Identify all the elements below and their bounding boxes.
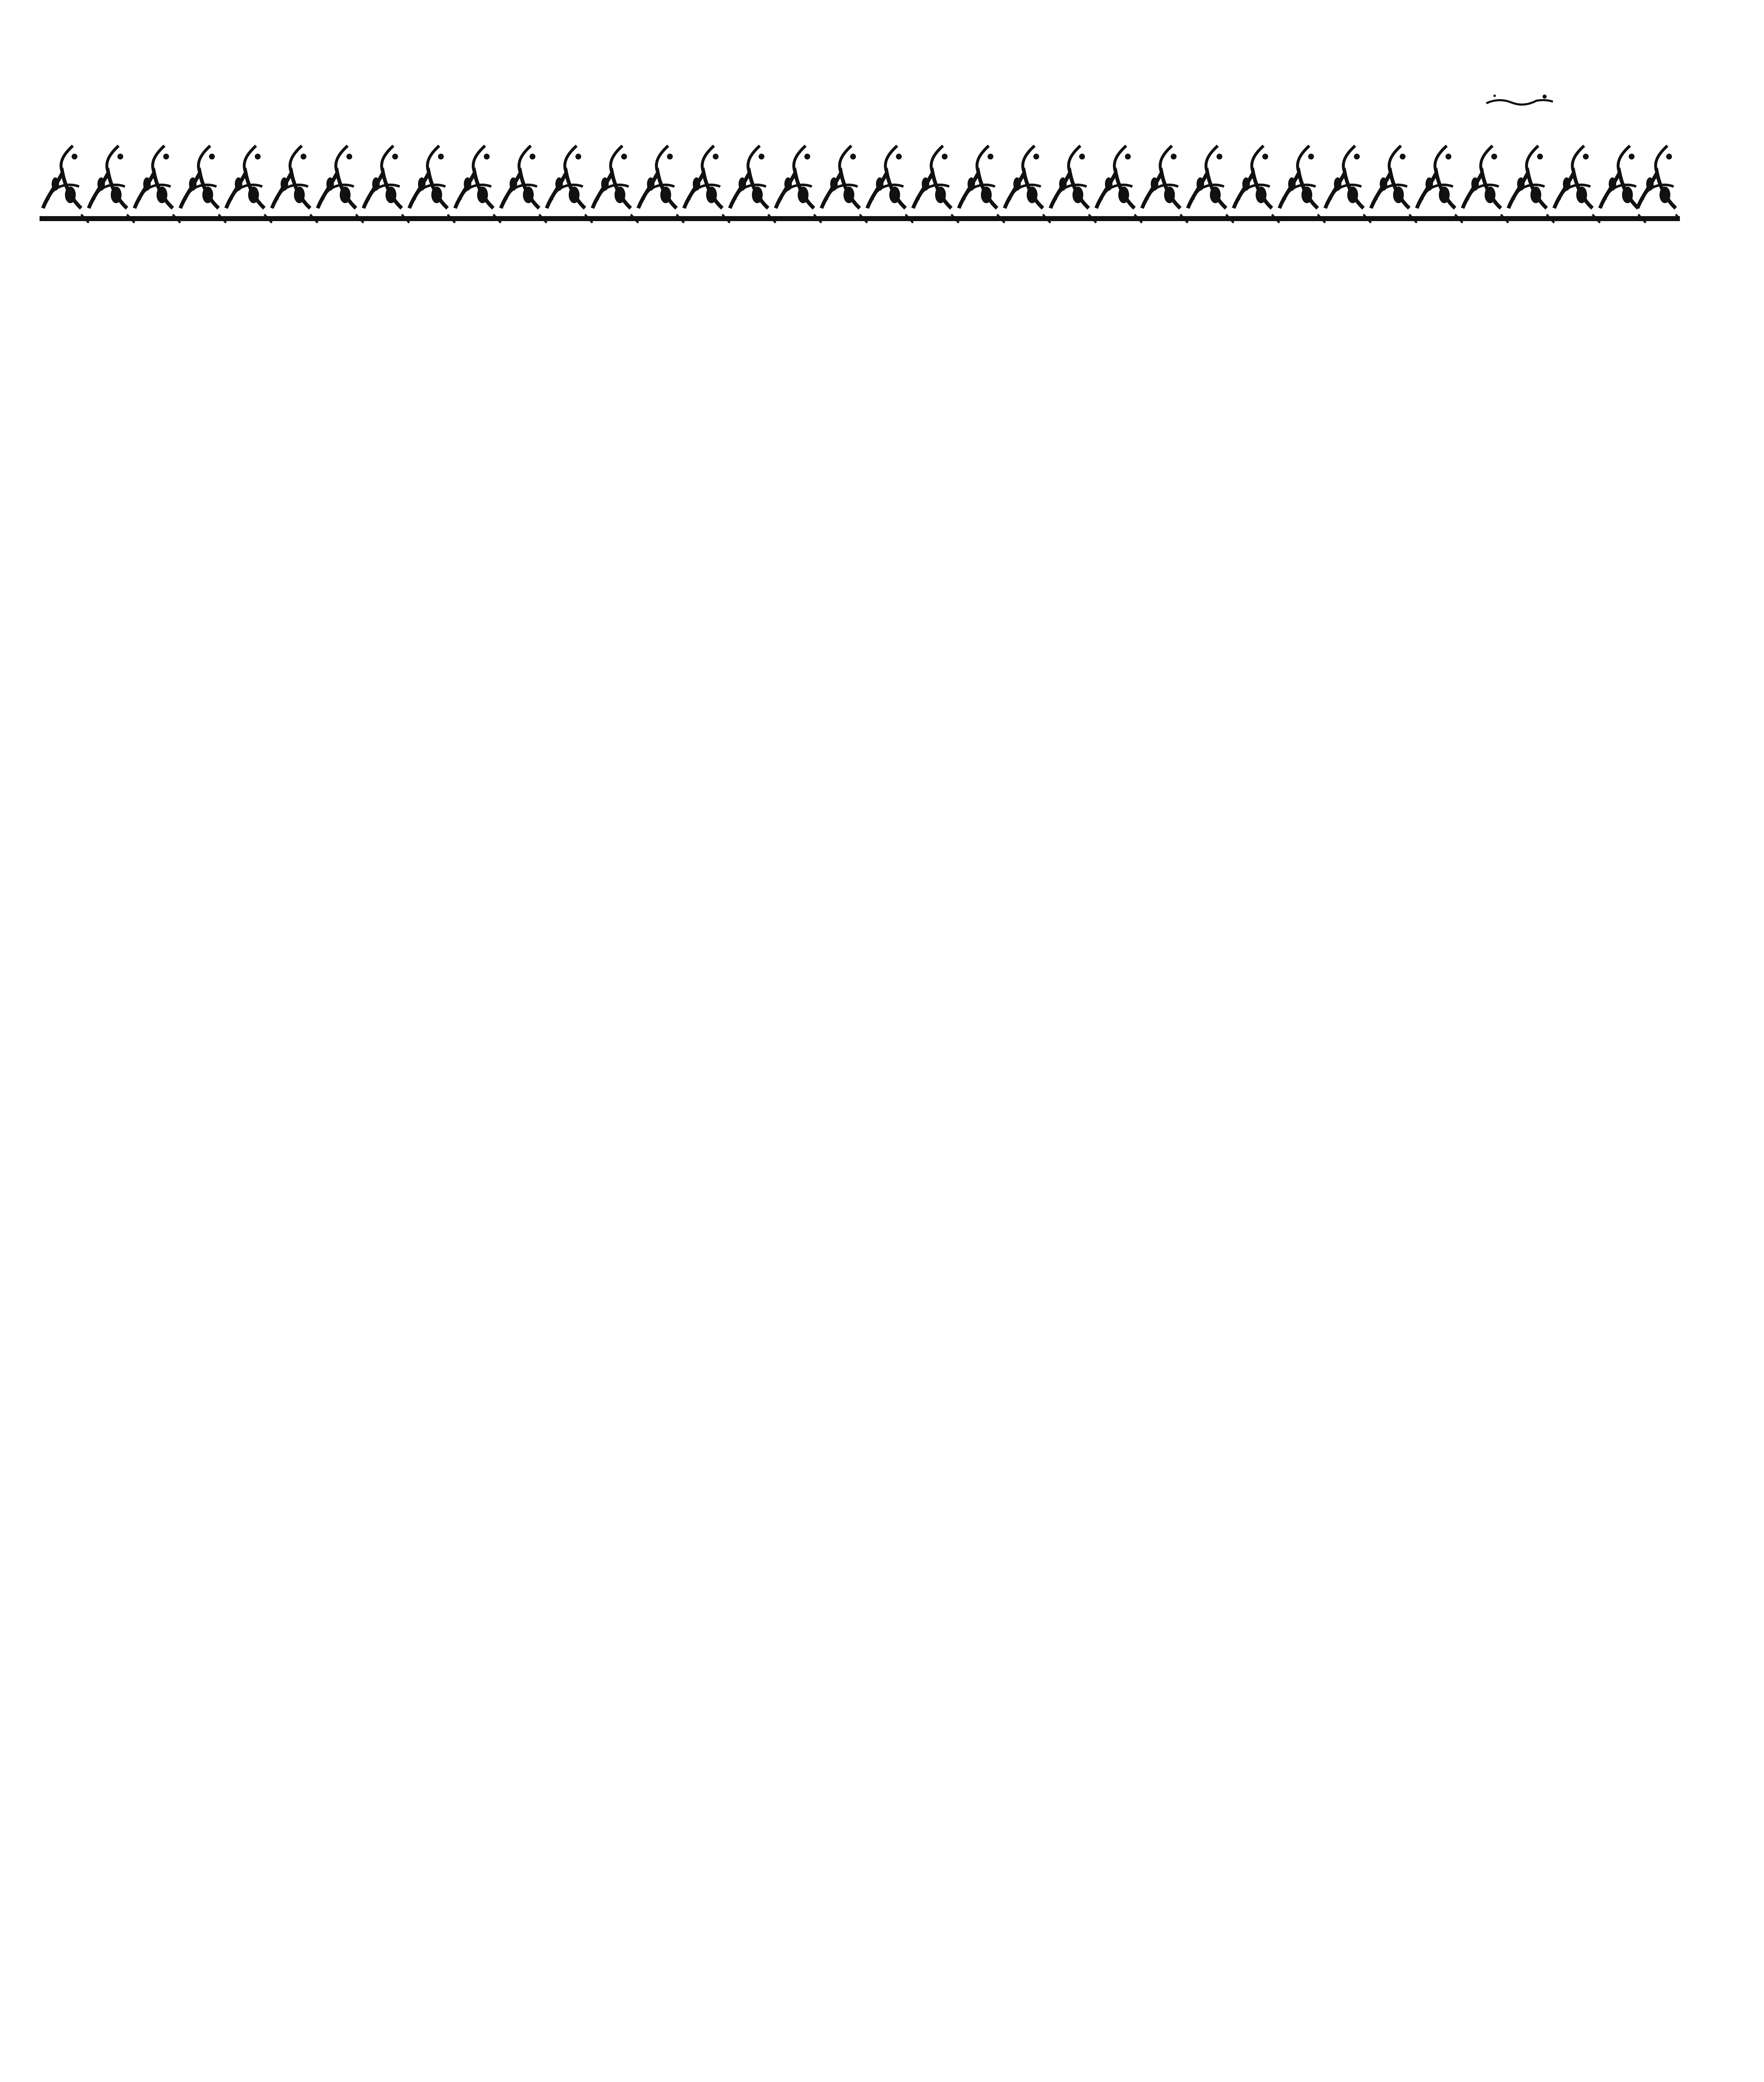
ink-speck-mark [1482, 92, 1557, 108]
article-body [158, 266, 1640, 893]
section-heading [158, 423, 1640, 468]
paragraph-3 [158, 501, 1640, 546]
paragraph-5 [158, 658, 1640, 703]
paragraph-2 [158, 345, 1640, 390]
paragraph-1 [158, 266, 1640, 311]
arabesque-leaf-border-icon [40, 137, 1680, 225]
paragraph-6 [158, 736, 1640, 781]
paragraph-7 [158, 814, 1640, 859]
paragraph-4 [158, 580, 1640, 625]
